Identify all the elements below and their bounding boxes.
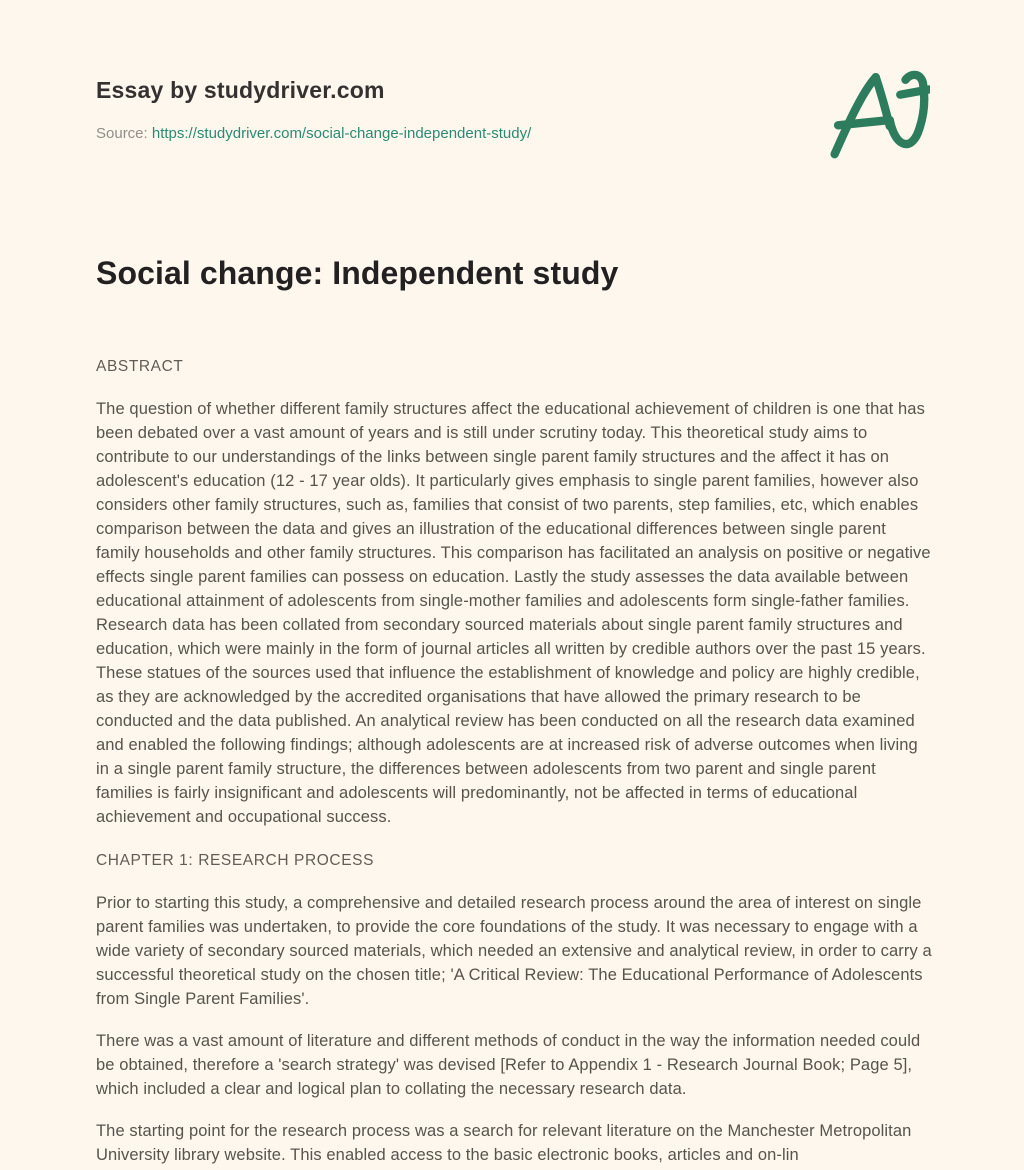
source-line [96,125,932,143]
section-heading-chapter-1: CHAPTER 1: RESEARCH PROCESS [96,852,375,869]
essay-title: Social change: Independent study [96,255,619,291]
page-header-title: Essay by studydriver.com [96,77,385,103]
abstract-paragraph: The question of whether different family structures affect the educational achievement of children is one that has been debated over a vast amount of years and is still under scrutiny today. This theoretical study aims to contribute to our understandings of the links between single parent family structures and the affect it has on adolescent's education (12 - 17 year olds). It particularly gives emphasis to single parent families, however also considers other family structures, such as, families that consist of two parents, step families, etc, which enables comparison between the data and gives an illustration of the educational differences between single parent family households and other family structures. This comparison has facilitated an analysis on positive or negative effects single parent families can possess on education. Lastly the study assesses the data available between educational attainment of adolescents from single-mother families and adolescents form single-father families. Research data has been collated from secondary sourced materials about single parent family structures and education, which were mainly in the form of journal articles all written by credible authors over the past 15 years. These statues of the sources used that influence the establishment of knowledge and policy are highly credible, as they are acknowledged by the accredited organisations that have allowed the primary research to be conducted and the data published. An analytical review has been conducted on all the research data examined and enabled the following findings; although adolescents are at increased risk of adverse outcomes when living in a single parent family structure, the differences between adolescents from two parent and single parent families is fairly insignificant and adolescents will predominantly, not be affected in terms of educational achievement and occupational success. [96,400,931,826]
chapter-1-paragraph-2: There was a vast amount of literature and different methods of conduct in the way the information needed could be obtained, therefore a 'search strategy' was devised [Refer to Appendix 1 - Research Journal Book; Page 5], which included a clear and logical plan to collating the necessary research data. [96,1032,921,1098]
chapter-1-paragraph-3: The starting point for the research process was a search for relevant literature on the Manchester Metropolitan University library website. This enabled access to the basic electronic books, articles and on-lin [96,1122,912,1164]
source-label: Source: [96,125,148,142]
section-heading-abstract: ABSTRACT [96,358,184,375]
chapter-1-paragraph-1: Prior to starting this study, a comprehensive and detailed research process around the area of interest on single parent families was undertaken, to provide the core foundations of the study. It was necessary to engage with a wide variety of secondary sourced materials, which needed an extensive and analytical review, in order to carry a successful theoretical study on the chosen title; 'A Critical Review: The Educational Performance of Adolescents from Single Parent Families'. [96,894,932,1008]
source-link[interactable]: https://studydriver.com/social-change-independent-study/ [151,125,532,142]
a-plus-logo-icon [825,62,930,165]
